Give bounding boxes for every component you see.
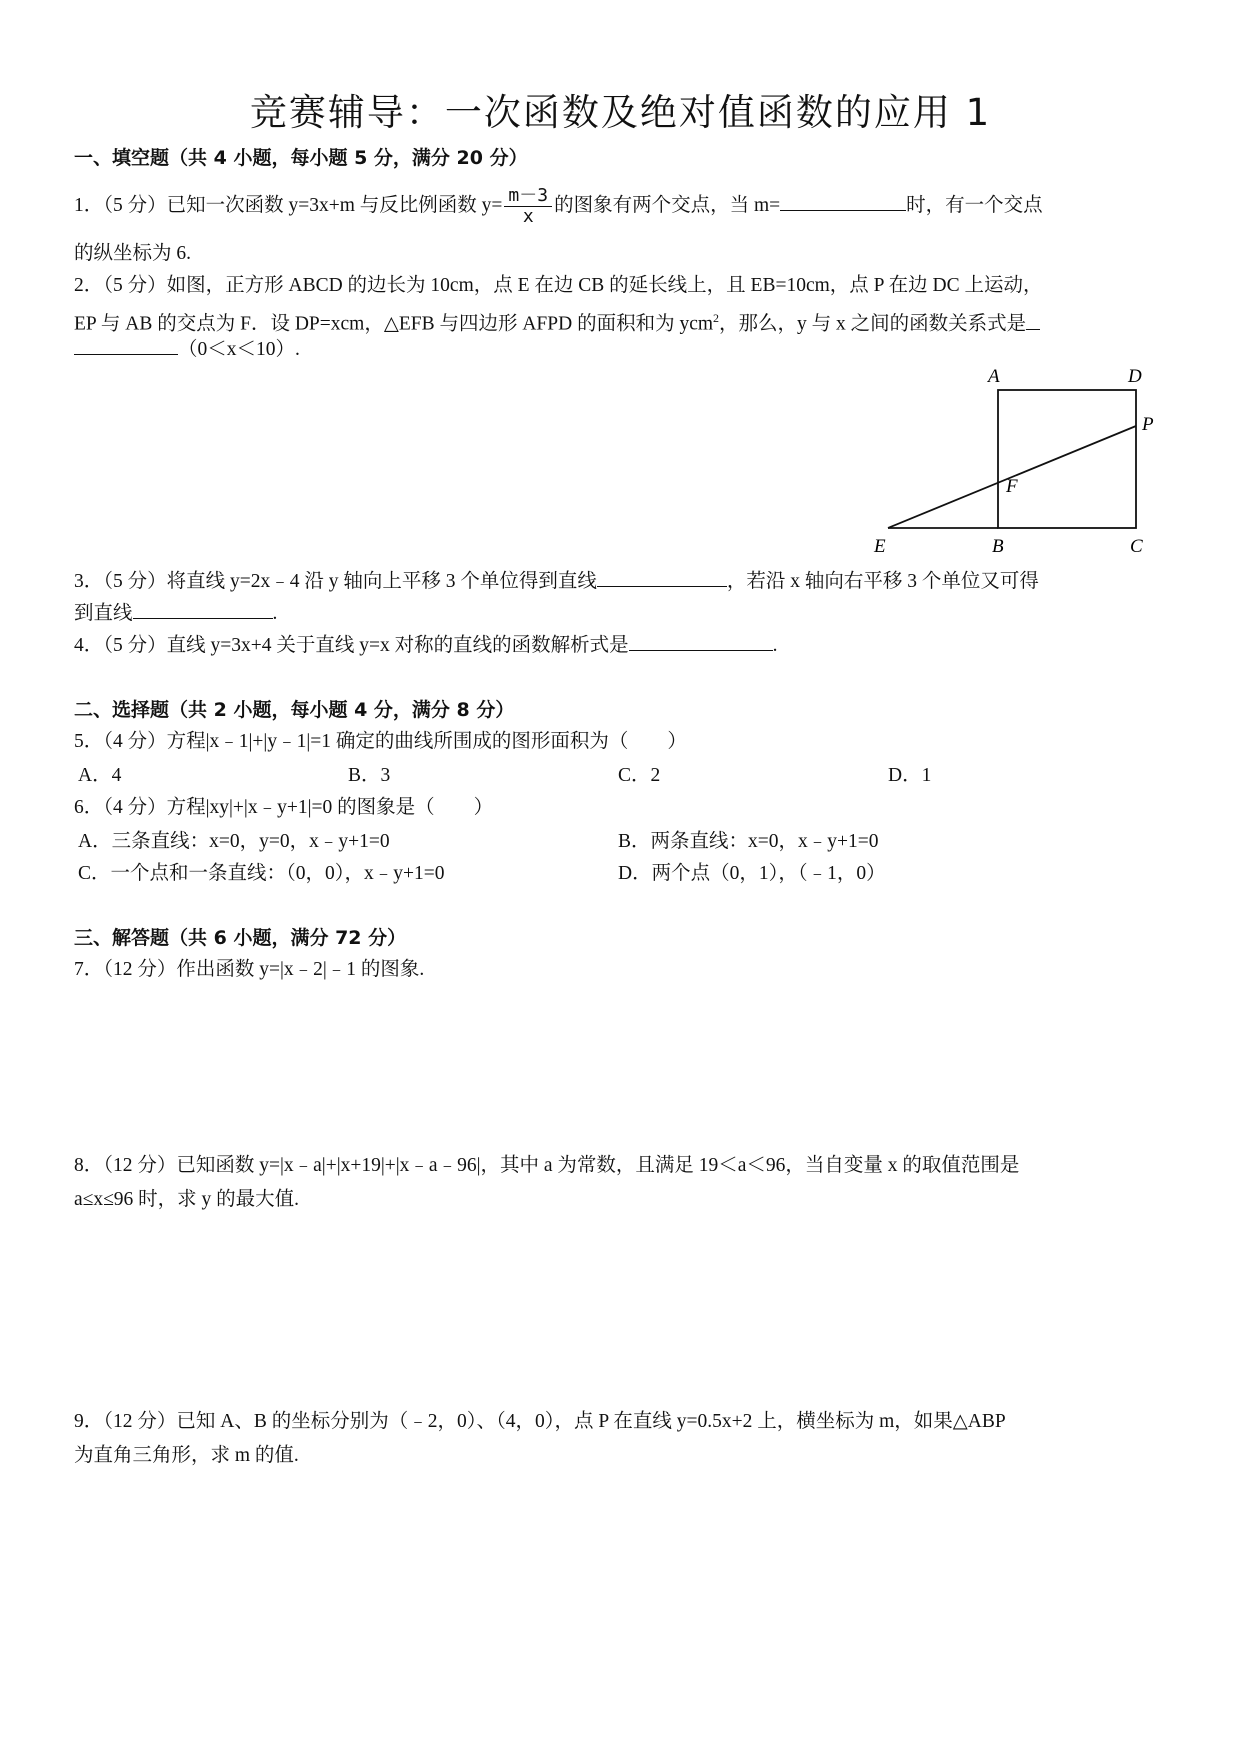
- q1-answer-blank[interactable]: [780, 190, 906, 211]
- q2-text-a: EP 与 AB 的交点为 F．设 DP=xcm，△EFB 与四边形 AFPD 的面积和为 ycm: [74, 313, 714, 335]
- q2-text-b: ，那么，y 与 x 之间的函数关系式是: [719, 313, 1027, 335]
- label-f: F: [1006, 476, 1018, 497]
- label-a: A: [988, 368, 1000, 387]
- section-heading-fill-in: 一、填空题（共 4 小题，每小题 5 分，满分 20 分）: [74, 147, 528, 169]
- q2-superscript: 2: [713, 311, 720, 325]
- question-9-line-2: 为直角三角形，求 m 的值.: [74, 1445, 299, 1466]
- q3-text-a: 3．（5 分）将直线 y=2x﹣4 沿 y 轴向上平移 3 个单位得到直线: [74, 571, 597, 592]
- q4-text-b: .: [772, 635, 778, 656]
- q1-text-b: 的图象有两个交点，当 m=: [554, 194, 781, 216]
- q4-answer-blank[interactable]: [629, 630, 773, 651]
- page-title: 竞赛辅导：一次函数及绝对值函数的应用 1: [249, 91, 992, 134]
- question-2-line-1: 2．（5 分）如图，正方形 ABCD 的边长为 10cm，点 E 在边 CB 的延长线上，且 EB=10cm，点 P 在边 DC 上运动，: [74, 275, 1043, 296]
- q1-text-a: 1．（5 分）已知一次函数 y=3x+m 与反比例函数 y=: [74, 194, 503, 216]
- square-figure: [860, 368, 1180, 558]
- question-9-line-1: 9．（12 分）已知 A、B 的坐标分别为（﹣2，0）、（4，0），点 P 在直线 y=0.5x+2 上，横坐标为 m，如果△ABP: [74, 1411, 1006, 1432]
- question-7: 7．（12 分）作出函数 y=|x﹣2|﹣1 的图象.: [74, 959, 425, 980]
- label-c: C: [1130, 536, 1143, 557]
- question-8-line-2: a≤x≤96 时，求 y 的最大值.: [74, 1189, 300, 1210]
- question-8-line-1: 8．（12 分）已知函数 y=|x﹣a|+|x+19|+|x﹣a﹣96|，其中 a 为常数，且满足 19＜a＜96，当自变量 x 的取值范围是: [74, 1155, 1020, 1176]
- q2-range-text: （0＜x＜10）.: [178, 339, 300, 360]
- q1-fraction: [504, 186, 552, 227]
- q4-text-a: 4．（5 分）直线 y=3x+4 关于直线 y=x 对称的直线的函数解析式是: [74, 635, 629, 656]
- q2-answer-blank-start[interactable]: [1026, 309, 1040, 330]
- label-p: P: [1142, 414, 1154, 435]
- question-1-line-1: [74, 186, 1167, 227]
- section-heading-problems: 三、解答题（共 6 小题，满分 72 分）: [74, 927, 407, 949]
- question-2-line-3: [74, 334, 1167, 366]
- question-3-line-1: [74, 566, 1167, 598]
- label-d: D: [1128, 368, 1142, 387]
- q1-fraction-denominator: x: [522, 206, 534, 227]
- q1-text-c: 时，有一个交点: [906, 194, 1043, 216]
- q5-option-d[interactable]: D．1: [888, 765, 932, 786]
- q3-text-c: 到直线: [74, 603, 133, 624]
- q5-option-b[interactable]: B．3: [348, 765, 391, 786]
- q6-option-a[interactable]: A．三条直线：x=0，y=0，x﹣y+1=0: [78, 831, 390, 852]
- square-abcd: [998, 390, 1136, 528]
- q6-option-b[interactable]: B．两条直线：x=0，x﹣y+1=0: [618, 831, 879, 852]
- q3-answer-blank-2[interactable]: [133, 598, 273, 619]
- question-1-line-2: 的纵坐标为 6.: [74, 243, 192, 264]
- q2-answer-blank[interactable]: [74, 334, 178, 355]
- question-6-stem: 6．（4 分）方程|xy|+|x﹣y+1|=0 的图象是（ ）: [74, 797, 494, 818]
- section-heading-multiple-choice: 二、选择题（共 2 小题，每小题 4 分，满分 8 分）: [74, 699, 515, 721]
- q6-option-d[interactable]: D．两个点（0，1），（﹣1，0）: [618, 863, 886, 884]
- q3-text-b: ，若沿 x 轴向右平移 3 个单位又可得: [726, 571, 1039, 592]
- q1-fraction-numerator: m－3: [504, 186, 552, 207]
- question-3-line-2: [74, 598, 1167, 630]
- label-e: E: [874, 536, 886, 557]
- q5-option-c[interactable]: C．2: [618, 765, 661, 786]
- question-5-stem: 5．（4 分）方程|x﹣1|+|y﹣1|=1 确定的曲线所围成的图形面积为（ ）: [74, 731, 687, 752]
- label-b: B: [992, 536, 1004, 557]
- question-4: [74, 630, 1167, 662]
- q3-text-d: .: [272, 603, 278, 624]
- q6-option-c[interactable]: C．一个点和一条直线：（0，0），x﹣y+1=0: [78, 863, 445, 884]
- q5-option-a[interactable]: A．4: [78, 765, 122, 786]
- q3-answer-blank-1[interactable]: [597, 566, 727, 587]
